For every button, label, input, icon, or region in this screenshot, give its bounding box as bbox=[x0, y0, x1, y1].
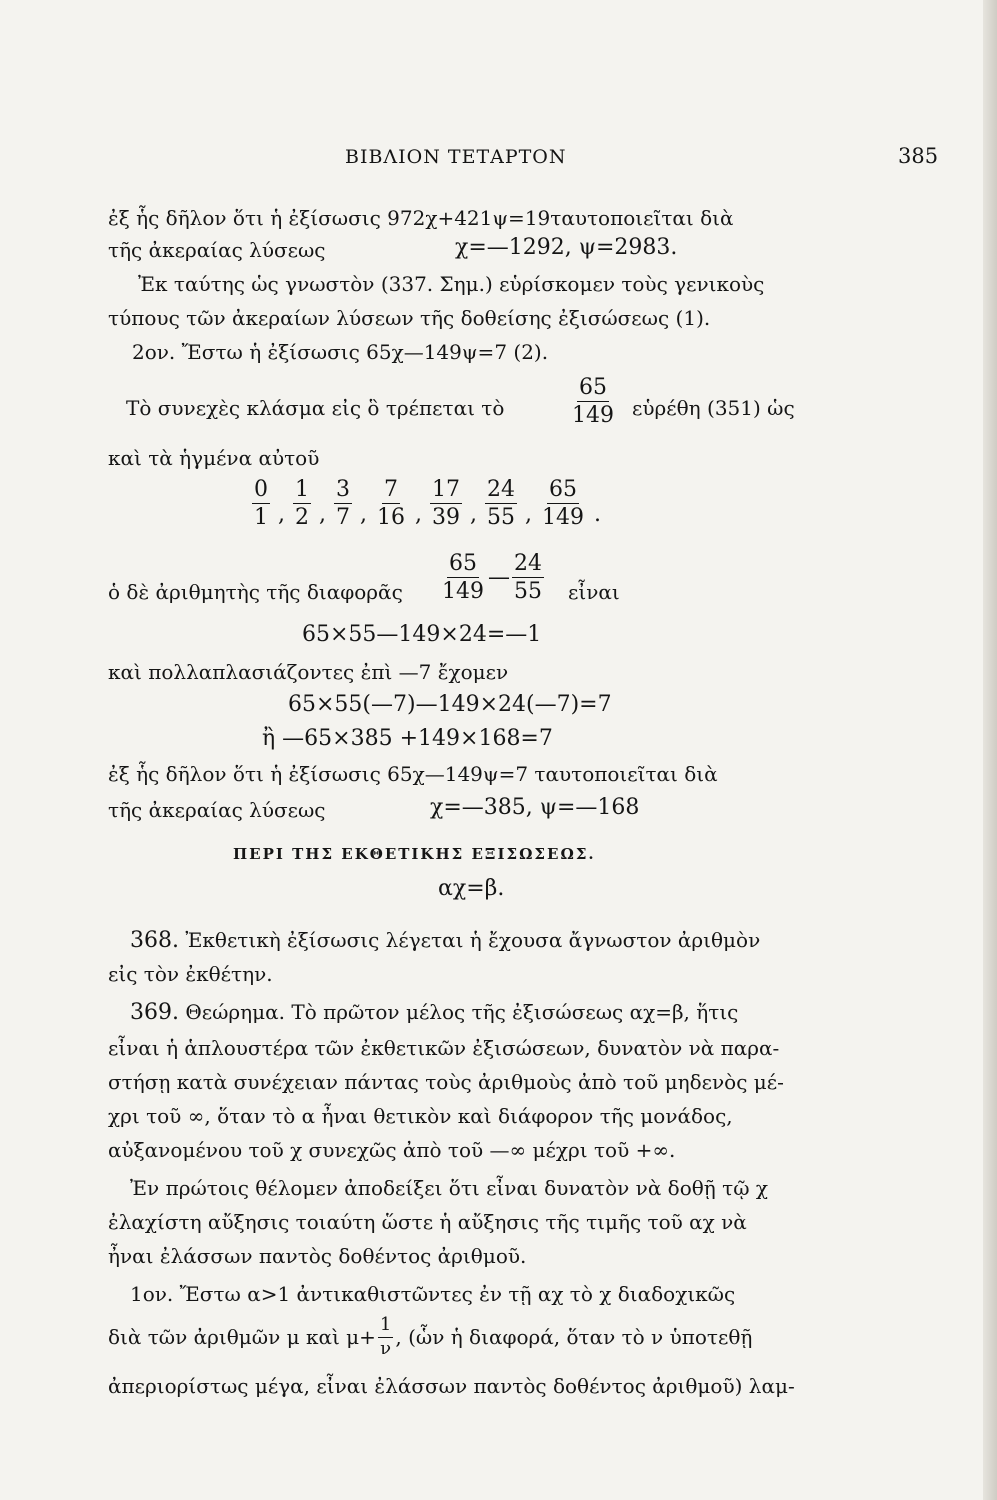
section-equation: αχ=β. bbox=[438, 876, 505, 901]
paragraph-number: 368. bbox=[130, 928, 179, 953]
convergent-4 bbox=[375, 478, 407, 529]
text-line-1: ἐξ ἧς δῆλον ὅτι ἡ ἐξίσωσις 972χ+421ψ=19ταυτοποιεῖται διὰ bbox=[108, 206, 734, 230]
equation-3: ἢ —65×385 +149×168=7 bbox=[262, 726, 553, 751]
period: . bbox=[594, 502, 601, 528]
convergent-num: 17 bbox=[430, 478, 462, 504]
equation-2: 65×55(—7)—149×24(—7)=7 bbox=[288, 692, 612, 717]
diff-fraction-a bbox=[440, 552, 486, 603]
difference-expression bbox=[438, 552, 546, 603]
convergent-num: 65 bbox=[547, 478, 579, 504]
comma: , bbox=[319, 502, 326, 528]
paragraph-370-line-2: ἐλαχίστη αὔξησις τοιαύτη ὥστε ἡ αὔξησις τῆς τιμῆς τοῦ αχ νὰ bbox=[108, 1210, 747, 1234]
fraction-65-149 bbox=[568, 376, 618, 427]
diff-fraction-b bbox=[512, 552, 544, 603]
text-line-4: τύπους τῶν ἀκεραίων λύσεων τῆς δοθείσης ἐξισώσεως (1). bbox=[108, 306, 711, 330]
comma: , bbox=[278, 502, 285, 528]
text-line-7: καὶ τὰ ἡγμένα αὐτοῦ bbox=[108, 446, 320, 470]
text-line-5: 2ον. Ἔστω ἡ ἐξίσωσις 65χ—149ψ=7 (2). bbox=[132, 340, 549, 364]
convergent-den: 2 bbox=[295, 505, 309, 531]
convergent-num: 24 bbox=[485, 478, 517, 504]
fraction-numerator: 65 bbox=[447, 552, 479, 578]
convergent-2 bbox=[293, 478, 311, 529]
fraction-1-over-nu bbox=[378, 1316, 393, 1359]
convergent-num: 0 bbox=[252, 478, 270, 504]
paragraph-371-line-2 bbox=[108, 1316, 752, 1359]
paragraph-text: , (ὧν ἡ διαφορά, ὅταν τὸ ν ὑποτεθῇ bbox=[395, 1325, 753, 1350]
paragraph-371-line-3: ἀπεριορίστως μέγα, εἶναι ἐλάσσων παντὸς δοθέντος ἀριθμοῦ) λαμ- bbox=[108, 1374, 795, 1398]
equation-1: 65×55—149×24=—1 bbox=[302, 622, 542, 647]
solution-2: χ=—385, ψ=—168 bbox=[430, 795, 640, 820]
section-heading: ΠΕΡΙ ΤΗΣ ΕΚΘΕΤΙΚΗΣ ΕΞΙΣΩΣΕΩΣ. bbox=[233, 845, 596, 863]
paragraph-369-line-5: αὐξανομένου τοῦ χ συνεχῶς ἀπὸ τοῦ —∞ μέχρι τοῦ +∞. bbox=[108, 1138, 676, 1162]
convergent-den: 55 bbox=[487, 505, 515, 531]
convergent-3 bbox=[334, 478, 352, 529]
convergent-num: 1 bbox=[293, 478, 311, 504]
text-line-2a: τῆς ἀκεραίας λύσεως bbox=[108, 238, 326, 262]
paragraph-368-line-2: εἰς τὸν ἐκθέτην. bbox=[108, 962, 273, 986]
text-line-11a: τῆς ἀκεραίας λύσεως bbox=[108, 798, 326, 822]
fraction-denominator: 149 bbox=[442, 579, 484, 605]
paragraph-number: 369. bbox=[130, 1000, 179, 1025]
text-line-6b: εὑρέθη (351) ὡς bbox=[632, 396, 795, 420]
page-number: 385 bbox=[898, 144, 939, 168]
paragraph-369-line-1 bbox=[130, 1000, 738, 1025]
fraction-denominator: 149 bbox=[572, 403, 614, 429]
fraction-numerator: 65 bbox=[577, 376, 609, 402]
running-header-title: ΒΙΒΛΙΟΝ ΤΕΤΑΡΤΟΝ bbox=[345, 146, 567, 168]
convergent-den: 1 bbox=[254, 505, 268, 531]
paragraph-text: διὰ τῶν ἀριθμῶν μ καὶ μ+ bbox=[108, 1325, 376, 1350]
convergent-6 bbox=[485, 478, 517, 529]
text-line-8a: ὁ δὲ ἀριθμητὴς τῆς διαφορᾶς bbox=[108, 580, 403, 604]
page-edge-shadow bbox=[983, 0, 997, 1500]
paragraph-text: Ἐκθετικὴ ἐξίσωσις λέγεται ἡ ἔχουσα ἄγνωστον ἀριθμὸν bbox=[185, 928, 761, 952]
paragraph-text: Θεώρημα. Τὸ πρῶτον μέλος τῆς ἐξισώσεως αχ=β, ἥτις bbox=[185, 1000, 739, 1024]
paragraph-369-line-3: στήσῃ κατὰ συνέχειαν πάντας τοὺς ἀριθμοὺς ἀπὸ τοῦ μηδενὸς μέ- bbox=[108, 1070, 784, 1094]
paragraph-371-line-1: 1ον. Ἔστω α>1 ἀντικαθιστῶντες ἐν τῇ αχ τὸ χ διαδοχικῶς bbox=[130, 1282, 736, 1306]
fraction-denominator: 55 bbox=[514, 579, 542, 605]
fraction-numerator: 24 bbox=[512, 552, 544, 578]
convergent-num: 7 bbox=[382, 478, 400, 504]
convergent-7 bbox=[540, 478, 586, 529]
fraction-numerator: 1 bbox=[378, 1316, 393, 1338]
convergent-num: 3 bbox=[334, 478, 352, 504]
convergents-row bbox=[250, 478, 603, 529]
fraction-denominator: ν bbox=[380, 1337, 392, 1359]
text-line-8b: εἶναι bbox=[568, 580, 620, 604]
text-line-3: Ἐκ ταύτης ὡς γνωστὸν (337. Σημ.) εὑρίσκομεν τοὺς γενικοὺς bbox=[138, 272, 765, 296]
solution-1: χ=—1292, ψ=2983. bbox=[455, 235, 678, 260]
convergent-den: 16 bbox=[377, 505, 405, 531]
convergent-den: 149 bbox=[542, 505, 584, 531]
comma: , bbox=[415, 502, 422, 528]
paragraph-368-line-1 bbox=[130, 928, 760, 953]
convergent-den: 39 bbox=[432, 505, 460, 531]
convergent-den: 7 bbox=[336, 505, 350, 531]
text-line-6a: Τὸ συνεχὲς κλάσμα εἰς ὃ τρέπεται τὸ bbox=[126, 396, 505, 420]
paragraph-369-line-4: χρι τοῦ ∞, ὅταν τὸ α ἦναι θετικὸν καὶ διάφορον τῆς μονάδος, bbox=[108, 1104, 733, 1128]
minus-sign: — bbox=[488, 565, 510, 591]
text-line-9: καὶ πολλαπλασιάζοντες ἐπὶ —7 ἔχομεν bbox=[108, 660, 509, 684]
comma: , bbox=[470, 502, 477, 528]
paragraph-369-line-2: εἶναι ἡ ἁπλουστέρα τῶν ἐκθετικῶν ἐξισώσεων, δυνατὸν νὰ παρα- bbox=[108, 1036, 780, 1060]
convergent-1 bbox=[252, 478, 270, 529]
convergent-5 bbox=[430, 478, 462, 529]
text-line-10: ἐξ ἧς δῆλον ὅτι ἡ ἐξίσωσις 65χ—149ψ=7 ταυτοποιεῖται διὰ bbox=[108, 762, 718, 786]
comma: , bbox=[360, 502, 367, 528]
paragraph-370-line-1: Ἐν πρώτοις θέλομεν ἀποδείξει ὅτι εἶναι δυνατὸν νὰ δοθῇ τῷ χ bbox=[130, 1176, 768, 1200]
comma: , bbox=[525, 502, 532, 528]
paragraph-370-line-3: ἦναι ἐλάσσων παντὸς δοθέντος ἀριθμοῦ. bbox=[108, 1244, 527, 1268]
